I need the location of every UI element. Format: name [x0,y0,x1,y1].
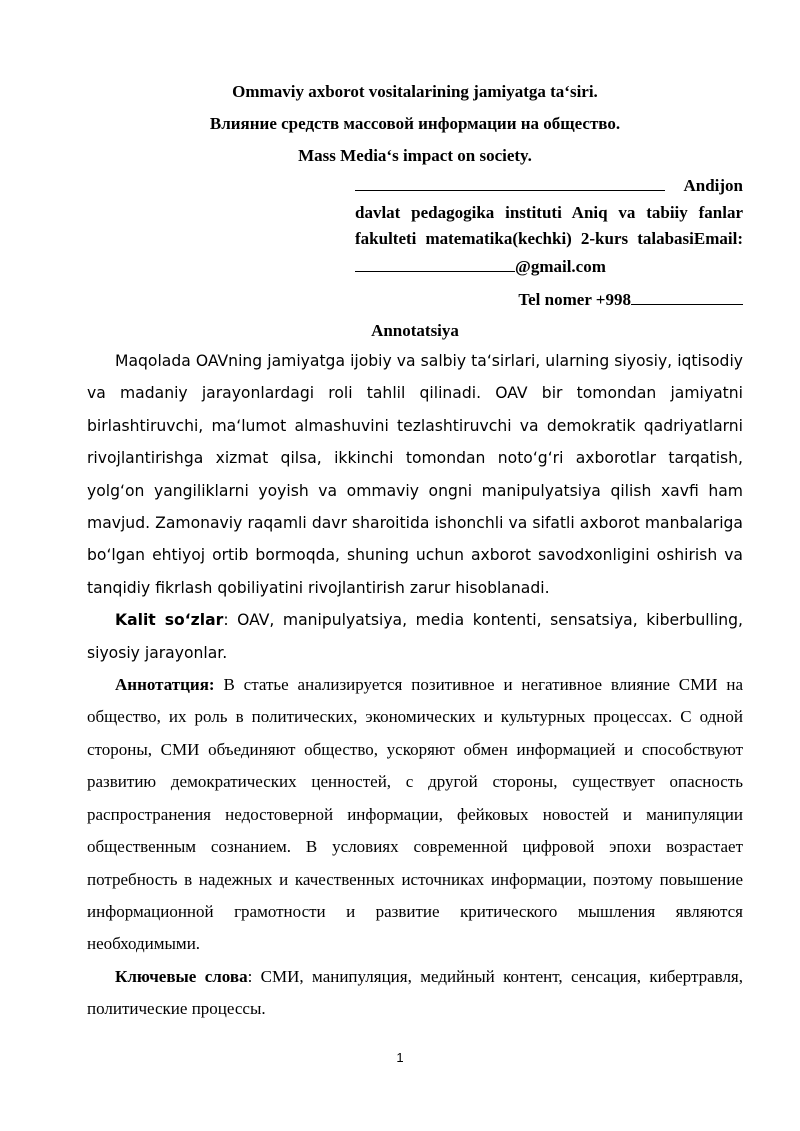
author-block [355,172,743,280]
title-uzbek: Ommaviy axborot vositalarining jamiyatga ta‘siri. [232,82,598,101]
keywords-russian [87,961,743,1026]
keywords-uzbek [87,604,743,669]
page-number: 1 [396,1050,404,1065]
author-affiliation: Andijon davlat pedagogika instituti Aniq va tabiiy fanlar fakulteti matematika(kechki) 2-kurs talabasi [355,176,743,248]
email-label: Email: [693,229,743,248]
document-page [87,76,743,1026]
tel-blank [631,286,743,305]
title-russian: Влияние средств массовой информации на общество. [209,114,621,133]
keywords-russian-label: Ключевые слова [115,966,248,986]
annotation-heading: Annotatsiya [371,321,459,340]
annotation-russian [87,669,743,961]
email-domain: @gmail.com [515,256,606,276]
annotation-russian-label: Аннотатция: [115,675,215,695]
annotation-uzbek-text: Maqolada OAVning jamiyatga ijobiy va salbiy ta‘sirlari, ularning siyosiy, iqtisodiy va madaniy jarayonlardagi roli tahlil qilinadi. OAV bir tomondan jamiyatni birlashtiruvchi, ma‘lumot almashuvini tezlashtiruvchi va demokratik qadriyatlarni rivojlantirishga xizmat qilsa, ikkinchi tomondan noto‘g‘ri axborotlar tarqatish, yolg‘on yangiliklarni yoyish va ommaviy ongni manipulyatsiya qilish xavfi ham mavjud. Zamonaviy raqamli davr sharoitida ishonchli va sifatli axborot manbalariga bo‘lgan ehtiyoj ortib bormoqda, shuning uchun axborot savodxonligini oshirish va tanqidiy fikrlash qobiliyatini rivojlantirish zarur hisoblanadi. [87,352,743,597]
annotation-russian-text: В статье анализируется позитивное и негативное влияние СМИ на общество, их роль в политических, экономических и культурных процессах. С одной стороны, СМИ объединяют общество, ускоряют обмен информацией и способствуют развитию демократических ценностей, с другой стороны, существует опасность распространения недостоверной информации, фейковых новостей и манипуляции общественным сознанием. В условиях современной цифровой эпохи возрастает потребность в надежных и качественных источниках информации, поэтому повышение информационной грамотности и развитие критического мышления являются необходимыми. [87,675,743,954]
keywords-russian-list: : СМИ, манипуляция, медийный контент, сенсация, кибертравля, политические процессы. [87,966,743,1019]
keywords-uzbek-list: : OAV, manipulyatsiya, media kontenti, sensatsiya, kiberbulling, siyosiy jarayonlar. [87,611,743,662]
email-blank [355,253,515,272]
keywords-uzbek-label: Kalit so‘zlar [115,611,224,630]
author-name-blank [355,172,665,191]
tel-label: Tel nomer +998 [518,290,631,309]
telephone-line [87,286,743,313]
title-english: Mass Media‘s impact on society. [298,146,532,165]
